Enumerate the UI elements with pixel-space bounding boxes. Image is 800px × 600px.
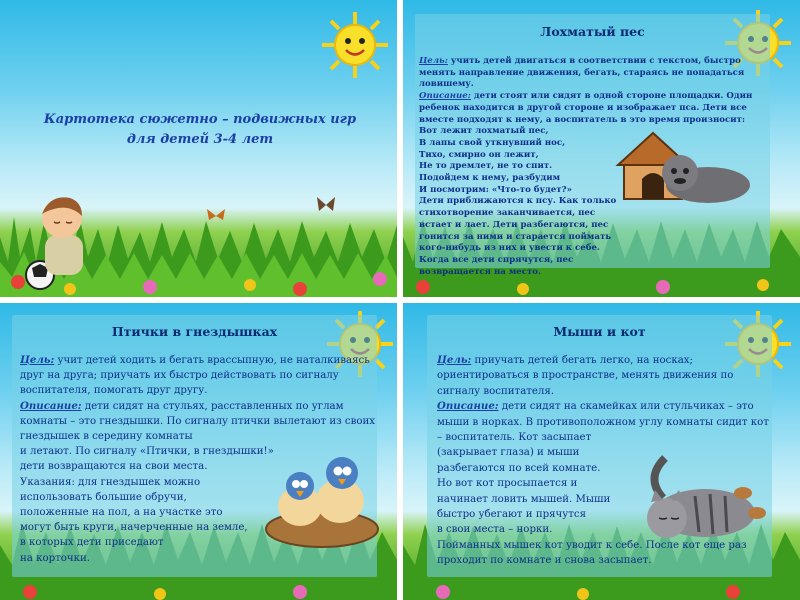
page-title: Картотека сюжетно – подвижных игр для детей 3-4 лет xyxy=(43,112,357,147)
description-text: дети сидят на скамейках или стульчиках – это мыши в норках. В противоположном углу комнаты сидит кот – воспитатель. Кот засыпает xyxy=(437,401,769,444)
goal-label: Цель: xyxy=(20,354,55,366)
description-line: (закрывает глаза) и мыши xyxy=(437,447,580,459)
slide-title xyxy=(0,0,397,297)
description-text: дети стоят или сидят в одной стороне площадки. Один ребенок находится в другой стороне и изображает пса. Дети все вместе подходят к нему, а воспитатель в это время произносит: xyxy=(419,91,753,125)
poem-line: Подойдем к нему, разбудим xyxy=(419,173,561,184)
slide-birds-in-nests xyxy=(0,303,397,600)
description-label: Описание: xyxy=(20,399,82,412)
ending-text: Пойманных мышек кот уводит к себе. После кот еще раз проходит по комнате и снова засыпает. xyxy=(437,539,747,567)
description-label: Описание: xyxy=(437,400,499,413)
poem-line: И посмотрим: «Что-то будет?» xyxy=(419,184,572,195)
slide-shaggy-dog xyxy=(403,0,800,297)
description-label: Описание: xyxy=(419,91,471,102)
description-line: начинает ловить мышей. Мыши xyxy=(437,493,611,505)
description-line: Но вот кот просыпается и xyxy=(437,478,578,490)
goal-text: учит детей ходить и бегать врассыпную, не наталкиваясь друг на друга; приучать их быстро действовать по сигналу воспитателя, помогать друг другу. xyxy=(20,355,370,397)
child-with-ball-illustration xyxy=(10,180,100,290)
poem-line: Не то дремлет, не то спит. xyxy=(419,161,553,172)
poem-line: В лапы свой уткнувший нос, xyxy=(419,137,566,148)
game-description xyxy=(437,353,772,569)
rules-text: Дети приближаются к псу. Как только стихотворение заканчивается, пес встает и лает. Дети разбегаются, пес гонится за ними и старается поймать кого-нибудь из них и увести к себе. Когда все дети спрячутся, пес возвращается на место. xyxy=(419,196,617,277)
goal-text: приучать детей бегать легко, на носках; ориентироваться в пространстве, менять движения по сигналу воспитателя. xyxy=(437,355,734,397)
description-line: разбегаются по всей комнате. xyxy=(437,462,601,474)
hint-text-end: на корточки. xyxy=(20,552,91,564)
slide-title: Птички в гнездышках xyxy=(111,324,278,339)
poem-line: Тихо, смирно он лежит, xyxy=(419,149,539,160)
goal-label: Цель: xyxy=(437,354,472,366)
butterfly-icon xyxy=(205,208,227,224)
game-description xyxy=(20,353,380,566)
poem-line: Вот лежит лохматый пес, xyxy=(419,126,549,137)
goal-text: учить детей двигаться в соответствии с текстом, быстро менять направление движения, бегать, стараясь не попадаться ловишему. xyxy=(419,56,745,90)
slide-title: Лохматый пес xyxy=(540,24,645,39)
sun-icon xyxy=(320,10,390,80)
description-line: быстро убегают и прячутся xyxy=(437,509,587,521)
description-text: дети сидят на стульях, расставленных по углам комнаты – это гнездышки. По сигналу птички вылетают из своих гнездышек в середину комнаты xyxy=(20,400,376,443)
butterfly-icon xyxy=(315,195,337,215)
slide-title: Мыши и кот xyxy=(553,324,646,339)
hint-text: Указания: для гнездышек можно использовать большие обручи, положенные на пол, а на участке это могут быть круги, начерченные на земле, в которых дети приседают xyxy=(20,476,248,549)
description-line: и летают. По сигналу «Птички, в гнездышки!» xyxy=(20,446,274,458)
slide-mice-and-cat xyxy=(403,303,800,600)
game-description xyxy=(419,56,771,278)
description-line: дети возвращаются на свои места. xyxy=(20,461,208,473)
description-line: в свои места – норки. xyxy=(437,524,553,536)
goal-label: Цель: xyxy=(419,56,448,66)
